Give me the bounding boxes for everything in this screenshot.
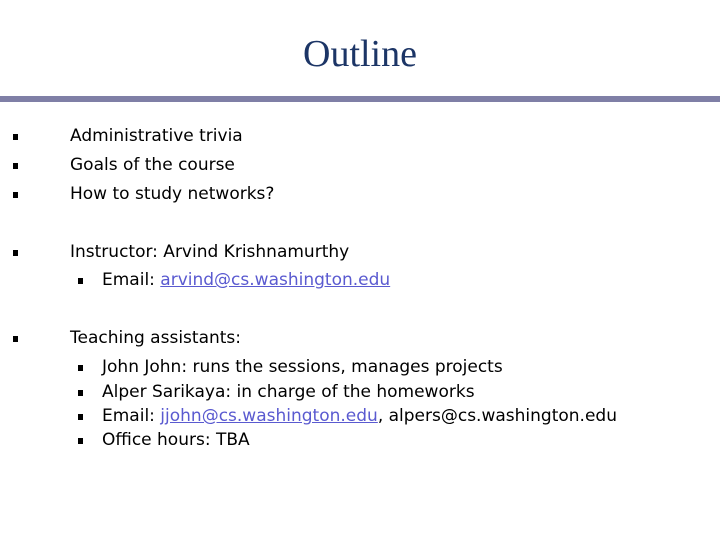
bullet-icon (78, 414, 83, 420)
bullet-icon (13, 134, 18, 140)
bullet-icon (78, 390, 83, 396)
bullet-icon (78, 365, 83, 371)
bullet-icon (13, 336, 18, 342)
bullet-text: Administrative trivia (70, 126, 243, 146)
instructor-email-link[interactable]: arvind@cs.washington.edu (160, 270, 391, 290)
email-label: Email: (102, 406, 161, 426)
tas-item (70, 327, 241, 349)
bullet-icon (78, 438, 83, 444)
title-divider (0, 96, 720, 102)
bullet-text: Goals of the course (70, 155, 235, 175)
email-label: Email: (102, 270, 161, 290)
bullet-icon (78, 278, 83, 284)
ta-item (102, 381, 475, 403)
instructor-email-item (102, 269, 390, 291)
ta-text: John John: runs the sessions, manages projects (102, 357, 503, 377)
bullet-icon (13, 192, 18, 198)
instructor-text: Instructor: Arvind Krishnamurthy (70, 242, 350, 262)
bullet-item (70, 154, 235, 176)
ta-text: Alper Sarikaya: in charge of the homeworks (102, 382, 475, 402)
bullet-item (70, 183, 274, 205)
office-hours-text: Office hours: TBA (102, 430, 250, 450)
bullet-icon (13, 163, 18, 169)
bullet-text: How to study networks? (70, 184, 275, 204)
ta-email-text: , alpers@cs.washington.edu (377, 406, 617, 426)
ta-item (102, 356, 503, 378)
tas-text: Teaching assistants: (70, 328, 242, 348)
slide-title: Outline (303, 33, 417, 75)
bullet-item (70, 125, 243, 147)
instructor-item (70, 241, 349, 263)
ta-email-link[interactable]: jjohn@cs.washington.edu (160, 406, 378, 426)
ta-email-item (102, 405, 617, 427)
bullet-icon (13, 250, 18, 256)
office-hours-item (102, 429, 250, 451)
